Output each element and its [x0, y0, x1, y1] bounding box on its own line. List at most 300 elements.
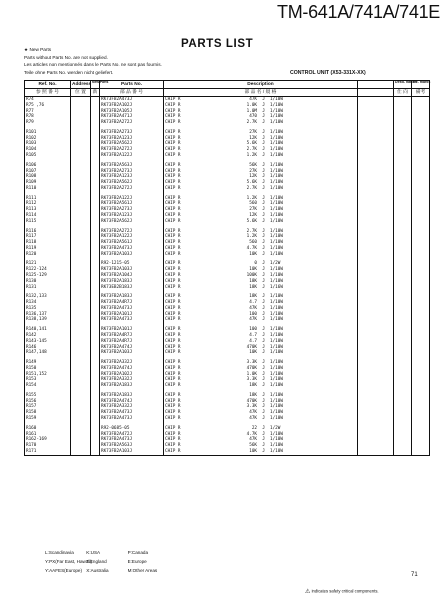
- part-no: RK73FB2A473J: [100, 97, 164, 103]
- note-french: Les articles non mentionnés dans le Parts No. ne sont pas fournis.: [24, 62, 162, 68]
- ref-no: R143-145: [25, 339, 71, 345]
- part-no: RK73FB2A563J: [100, 163, 164, 169]
- desc-value: 1.2K: [246, 153, 257, 159]
- ref-no: R101: [25, 130, 71, 136]
- desc-tolerance: J: [262, 284, 265, 290]
- desc-value: 470K: [246, 398, 257, 404]
- ref-no: R158: [25, 410, 71, 416]
- desc-type: CHIP R: [165, 294, 181, 300]
- part-no: RK73FB2A272J: [100, 120, 164, 126]
- desc-value: 10K: [249, 267, 257, 273]
- desc-tolerance: J: [262, 404, 265, 410]
- desc-value: 3.3K: [246, 404, 257, 410]
- part-no: RK73FB2A4R7J: [100, 300, 164, 306]
- page-number: 71: [411, 572, 418, 578]
- desc-value: 2.7K: [246, 147, 257, 153]
- desc-type: CHIP R: [165, 97, 181, 102]
- desc-power: 1/10W: [270, 278, 283, 284]
- desc-type: CHIP R: [165, 162, 181, 168]
- ref-no: R118: [25, 240, 71, 246]
- part-no: R92-1215-05: [100, 261, 164, 267]
- col-spacer-jp: [358, 89, 394, 97]
- desc-type: CHIP R: [165, 180, 181, 186]
- desc-value: 2.7K: [246, 120, 257, 126]
- desc-type: CHIP R: [165, 207, 181, 213]
- desc-tolerance: J: [262, 300, 265, 306]
- ref-no: R135: [25, 306, 71, 312]
- desc-value: 10K: [249, 251, 257, 257]
- legend-row: [45, 566, 168, 575]
- desc-power: 1/2W: [270, 425, 281, 431]
- desc-type: CHIP R: [165, 431, 181, 437]
- desc-power: 1/10W: [270, 201, 283, 207]
- desc-value: 1.2K: [246, 234, 257, 240]
- part-no: RK73FB2A183J: [100, 393, 164, 399]
- desc-power: 1/10W: [270, 129, 283, 135]
- ref-no: R74: [25, 97, 71, 103]
- desc-type: CHIP R: [165, 218, 181, 224]
- desc-value: 5.6K: [246, 180, 257, 186]
- part-no: RK73FB2A561J: [100, 201, 164, 207]
- desc-type: CHIP R: [165, 272, 181, 278]
- desc-type: CHIP R: [165, 311, 181, 317]
- desc-value: 470K: [246, 365, 257, 371]
- page-title: PARTS LIST: [181, 38, 254, 50]
- part-no: RK73FB2A122J: [100, 153, 164, 159]
- remarks: [412, 449, 430, 455]
- desc-type: CHIP R: [165, 371, 181, 377]
- ref-no: R105: [25, 153, 71, 159]
- desc-power: 1/10W: [270, 437, 283, 443]
- col-new: New Parts: [91, 81, 100, 89]
- desc-tolerance: J: [262, 261, 265, 267]
- desc-value: 4.7: [249, 300, 257, 306]
- note-german: Teile ohne Parts No. werden nicht geliefert.: [24, 70, 114, 76]
- desc-value: 4.7: [249, 338, 257, 344]
- address: [71, 449, 91, 455]
- desc-value: 100: [249, 311, 257, 317]
- desc-value: 4.7K: [246, 431, 257, 437]
- desc-tolerance: J: [262, 201, 265, 207]
- table-header: [25, 81, 430, 89]
- desc-power: 1/10W: [270, 120, 283, 126]
- part-no: RK73FB2A183J: [100, 279, 164, 285]
- desc-power: 1/10W: [270, 377, 283, 383]
- ref-no: R170: [25, 443, 71, 449]
- legend-item: M:Other Areas: [127, 568, 158, 573]
- col-ref-jp: 参 照 番 号: [25, 89, 71, 97]
- desc-type: CHIP R: [165, 129, 181, 135]
- desc-type: CHIP R: [165, 284, 181, 290]
- col-spacer: [358, 81, 394, 89]
- desc-tolerance: J: [262, 245, 265, 251]
- desc-type: CHIP R: [165, 383, 181, 389]
- part-no: RK73FB2A474J: [100, 345, 164, 351]
- desc-type: CHIP R: [165, 338, 181, 344]
- desc-value: 27K: [249, 129, 257, 135]
- desc-power: 1/10W: [270, 245, 283, 251]
- legend-item: Y:PX(Far East, Hawaii): [45, 559, 92, 564]
- desc-tolerance: J: [262, 207, 265, 213]
- legend-item: E:Europe: [127, 559, 147, 564]
- desc-power: 1/10W: [270, 218, 283, 224]
- part-no: RK73FB2A101J: [100, 327, 164, 333]
- parts-table-body: [25, 97, 430, 456]
- ref-no: R132,133: [25, 294, 71, 300]
- ref-no: R138,139: [25, 317, 71, 323]
- part-no: RK73FB2A473J: [100, 437, 164, 443]
- desc-type: CHIP R: [165, 267, 181, 273]
- ref-no: R120: [25, 252, 71, 258]
- ref-no: R159: [25, 416, 71, 422]
- legend-item: Y:AAFES(Europe): [45, 568, 83, 573]
- part-no: RK73FB2A561J: [100, 240, 164, 246]
- desc-tolerance: J: [262, 195, 265, 201]
- desc-value: 4.7K: [246, 245, 257, 251]
- desc-value: 1.0K: [246, 102, 257, 108]
- part-no: RK73FB2A474J: [100, 399, 164, 405]
- new-flag: [91, 449, 100, 455]
- desc-power: 1/10W: [270, 213, 283, 219]
- legend-item: L:Scandinavia: [45, 550, 74, 555]
- desc-power: 1/10W: [270, 97, 283, 102]
- desc-type: CHIP R: [165, 201, 181, 207]
- desc-power: 1/10W: [270, 272, 283, 278]
- desc-value: 4.7: [249, 332, 257, 338]
- part-no: RK73FB2A103J: [100, 449, 164, 455]
- desc-type: CHIP R: [165, 317, 181, 323]
- desc-tolerance: J: [262, 344, 265, 350]
- part-no: RK73FB2A104J: [100, 273, 164, 279]
- desc-type: CHIP R: [165, 185, 181, 191]
- legend-item: X:Australia: [86, 568, 109, 573]
- desc-power: 1/10W: [270, 383, 283, 389]
- ref-no: R136,137: [25, 312, 71, 318]
- desc-value: 47K: [249, 97, 257, 102]
- desc-power: 1/10W: [270, 305, 283, 311]
- desc-power: 1/10W: [270, 360, 283, 365]
- desc-tolerance: J: [262, 431, 265, 437]
- desc-tolerance: J: [262, 141, 265, 147]
- desc-tolerance: J: [262, 365, 265, 371]
- desc-value: 3.3K: [246, 377, 257, 383]
- part-no: RK73FB2A103J: [100, 267, 164, 273]
- part-no: RK73FB2A122J: [100, 196, 164, 202]
- desc-tolerance: J: [262, 97, 265, 102]
- desc-value: 18K: [249, 284, 257, 290]
- desc-power: 1/10W: [270, 365, 283, 371]
- desc-type: CHIP R: [165, 147, 181, 153]
- desc-tolerance: J: [262, 272, 265, 278]
- destination-legend: [45, 548, 168, 575]
- ref-no: R111: [25, 196, 71, 202]
- desc-tolerance: J: [262, 278, 265, 284]
- desc-type: CHIP R: [165, 448, 181, 454]
- desc-power: 1/10W: [270, 153, 283, 159]
- desc-tolerance: J: [262, 185, 265, 191]
- desc-value: 3.3K: [246, 360, 257, 365]
- ref-no: R151,152: [25, 372, 71, 378]
- desc-type: CHIP R: [165, 213, 181, 219]
- desc-power: 1/16W: [270, 284, 283, 290]
- desc-type: CHIP R: [165, 437, 181, 443]
- col-remarks: Re- marks: [412, 81, 430, 89]
- desc-type: CHIP R: [165, 398, 181, 404]
- desc-value: 10K: [249, 350, 257, 356]
- desc-value: 47K: [249, 437, 257, 443]
- part-no: RK73FB2A101J: [100, 312, 164, 318]
- desc-power: 1/10W: [270, 332, 283, 338]
- desc-type: CHIP R: [165, 135, 181, 141]
- desc-type: CHIP R: [165, 416, 181, 422]
- desc-power: 1/10W: [270, 251, 283, 257]
- ref-no: R171: [25, 449, 71, 455]
- part-no: RK73FB2A473J: [100, 410, 164, 416]
- ref-no: R102: [25, 136, 71, 142]
- desc-tolerance: J: [262, 162, 265, 168]
- ref-no: R77: [25, 109, 71, 115]
- legend-item: T:England: [86, 559, 107, 564]
- desc-type: CHIP R: [165, 365, 181, 371]
- desc-type: CHIP R: [165, 377, 181, 383]
- safety-note-text: indicates safety critical components.: [311, 588, 379, 594]
- desc-value: 470: [249, 114, 257, 120]
- ref-no: R154: [25, 383, 71, 389]
- part-no: RK73FB2A563J: [100, 443, 164, 449]
- desc-value: 2.7K: [246, 185, 257, 191]
- col-destination: Desti- nation: [394, 81, 412, 89]
- desc-type: CHIP R: [165, 360, 181, 365]
- desc-tolerance: J: [262, 327, 265, 333]
- desc-power: 1/10W: [270, 344, 283, 350]
- legend-row: [45, 557, 168, 566]
- desc-tolerance: J: [262, 377, 265, 383]
- desc-power: 1/10W: [270, 180, 283, 186]
- ref-no: R134: [25, 300, 71, 306]
- destination: [394, 449, 412, 455]
- desc-type: CHIP R: [165, 174, 181, 180]
- desc-power: 1/10W: [270, 398, 283, 404]
- desc-value: 12K: [249, 135, 257, 141]
- part-no: RK73FB2A273J: [100, 169, 164, 175]
- desc-tolerance: J: [262, 338, 265, 344]
- desc-value: 56K: [249, 443, 257, 449]
- desc-type: CHIP R: [165, 153, 181, 159]
- desc-value: 10K: [249, 448, 257, 454]
- part-no: RK73FB2A472J: [100, 432, 164, 438]
- desc-power: 1/10W: [270, 410, 283, 416]
- part-no: R92-0685-05: [100, 426, 164, 432]
- ref-no: R103: [25, 141, 71, 147]
- part-no: RK73FB2A272J: [100, 147, 164, 153]
- desc-power: 1/10W: [270, 267, 283, 273]
- desc-power: 1/10W: [270, 114, 283, 120]
- note-english: Parts without Parts No. are not supplied.: [24, 54, 108, 60]
- part-no: RK73FB2A332J: [100, 404, 164, 410]
- legend-item: P:Canada: [127, 550, 148, 555]
- desc-value: 2.7K: [246, 228, 257, 234]
- desc-tolerance: J: [262, 120, 265, 126]
- desc-power: 1/10W: [270, 350, 283, 356]
- part-no: RK73FB2A471J: [100, 114, 164, 120]
- safety-note: [305, 588, 379, 595]
- desc-tolerance: J: [262, 317, 265, 323]
- desc-type: CHIP R: [165, 410, 181, 416]
- col-address-jp: 位 置: [71, 89, 91, 97]
- desc-type: CHIP R: [165, 234, 181, 240]
- desc-power: 1/10W: [270, 147, 283, 153]
- desc-tolerance: J: [262, 228, 265, 234]
- desc-type: CHIP R: [165, 240, 181, 246]
- ref-no: R140,141: [25, 327, 71, 333]
- warning-triangle-icon: ⚠: [305, 589, 311, 595]
- desc-type: CHIP R: [165, 300, 181, 306]
- desc-tolerance: J: [262, 398, 265, 404]
- desc-tolerance: J: [262, 383, 265, 389]
- desc-tolerance: J: [262, 332, 265, 338]
- ref-no: R125-129: [25, 273, 71, 279]
- desc-power: 1/10W: [270, 228, 283, 234]
- desc-tolerance: J: [262, 251, 265, 257]
- desc-value: 0: [254, 261, 257, 267]
- part-no: RK73FB2A4R7J: [100, 339, 164, 345]
- desc-type: CHIP R: [165, 245, 181, 251]
- desc-type: CHIP R: [165, 168, 181, 174]
- desc-tolerance: J: [262, 213, 265, 219]
- desc-power: 1/10W: [270, 311, 283, 317]
- desc-value: 18K: [249, 294, 257, 300]
- desc-power: 1/10W: [270, 240, 283, 246]
- desc-tolerance: J: [262, 174, 265, 180]
- ref-no: R157: [25, 404, 71, 410]
- desc-power: 1/10W: [270, 404, 283, 410]
- col-remarks-jp: 備考: [412, 89, 430, 97]
- col-address: Address: [72, 82, 92, 87]
- part-no: RK73FB2A103J: [100, 350, 164, 356]
- desc-value: 47K: [249, 317, 257, 323]
- desc-power: 1/10W: [270, 431, 283, 437]
- ref-no: R75 ,76: [25, 103, 71, 109]
- ref-no: R142: [25, 333, 71, 339]
- desc-value: 1.0K: [246, 371, 257, 377]
- desc-type: CHIP R: [165, 443, 181, 449]
- notes-block: [24, 46, 162, 77]
- desc-power: 1/10W: [270, 108, 283, 114]
- ref-no: R109: [25, 180, 71, 186]
- ref-no: R121: [25, 261, 71, 267]
- desc-type: CHIP R: [165, 102, 181, 108]
- part-no: RK73FB2A102J: [100, 103, 164, 109]
- desc-value: 12K: [249, 213, 257, 219]
- desc-tolerance: J: [262, 114, 265, 120]
- desc-power: 1/10W: [270, 392, 283, 398]
- desc-type: CHIP R: [165, 404, 181, 410]
- col-description-jp: 部 品 名 / 規 格: [164, 89, 358, 97]
- desc-value: 18K: [249, 383, 257, 389]
- ref-no: R147,148: [25, 350, 71, 356]
- desc-type: CHIP R: [165, 114, 181, 120]
- ref-no: R160: [25, 426, 71, 432]
- desc-power: 1/10W: [270, 416, 283, 422]
- desc-value: 56K: [249, 162, 257, 168]
- desc-tolerance: J: [262, 371, 265, 377]
- section-title: CONTROL UNIT (X53-331X-XX): [290, 70, 366, 76]
- legend-row: [45, 548, 168, 557]
- ref-no: R119: [25, 246, 71, 252]
- desc-type: CHIP R: [165, 425, 181, 431]
- parts-table: [24, 80, 430, 456]
- desc-power: 1/10W: [270, 135, 283, 141]
- col-parts-no: Parts No.: [100, 81, 164, 89]
- desc-tolerance: J: [262, 294, 265, 300]
- spacer-cell: [358, 449, 394, 455]
- desc-type: CHIP R: [165, 108, 181, 114]
- desc-type: CHIP R: [165, 195, 181, 201]
- part-no: RK73FB2A474J: [100, 366, 164, 372]
- desc-tolerance: J: [262, 267, 265, 273]
- ref-no: R131: [25, 285, 71, 291]
- ref-no: R107: [25, 169, 71, 175]
- desc-power: 1/10W: [270, 294, 283, 300]
- desc-value: 18K: [249, 278, 257, 284]
- desc-type: CHIP R: [165, 350, 181, 356]
- part-no: RK73FB2A332J: [100, 360, 164, 366]
- ref-no: R162-169: [25, 437, 71, 443]
- part-no: RK73FB2A473J: [100, 246, 164, 252]
- desc-value: 560: [249, 240, 257, 246]
- desc-value: 1.0M: [246, 108, 257, 114]
- ref-no: R114: [25, 213, 71, 219]
- desc-power: 1/10W: [270, 338, 283, 344]
- desc-type: CHIP R: [165, 261, 181, 267]
- part-no: RK73FB2A103J: [100, 252, 164, 258]
- part-no: RK73FB2A473J: [100, 416, 164, 422]
- desc-power: 1/10W: [270, 443, 283, 449]
- part-no: RK73FB2A272J: [100, 229, 164, 235]
- desc-power: 1/10W: [270, 300, 283, 306]
- desc-power: 1/10W: [270, 141, 283, 147]
- desc-tolerance: J: [262, 234, 265, 240]
- desc-tolerance: J: [262, 437, 265, 443]
- part-no: RK73FB2A102J: [100, 372, 164, 378]
- part-no: RK73FB2A273J: [100, 130, 164, 136]
- desc-power: 1/10W: [270, 102, 283, 108]
- ref-no: R106: [25, 163, 71, 169]
- desc-tolerance: J: [262, 392, 265, 398]
- ref-no: R153: [25, 377, 71, 383]
- ref-no: R116: [25, 229, 71, 235]
- desc-tolerance: J: [262, 410, 265, 416]
- part-no: RK73FB2A123J: [100, 213, 164, 219]
- part-no: RK73FB2A562J: [100, 180, 164, 186]
- desc-type: CHIP R: [165, 392, 181, 398]
- desc-value: 470K: [246, 344, 257, 350]
- desc-tolerance: J: [262, 240, 265, 246]
- desc-power: 1/10W: [270, 174, 283, 180]
- part-no: RK73FB2A272J: [100, 186, 164, 192]
- ref-no: R117: [25, 234, 71, 240]
- desc-tolerance: J: [262, 153, 265, 159]
- desc-type: CHIP R: [165, 327, 181, 333]
- desc-power: 1/10W: [270, 195, 283, 201]
- desc-tolerance: J: [262, 129, 265, 135]
- ref-no: R79: [25, 120, 71, 126]
- desc-power: 1/10W: [270, 168, 283, 174]
- desc-tolerance: J: [262, 448, 265, 454]
- ref-no: R149: [25, 360, 71, 366]
- part-no: RK73FB2A123J: [100, 174, 164, 180]
- desc-value: 100: [249, 327, 257, 333]
